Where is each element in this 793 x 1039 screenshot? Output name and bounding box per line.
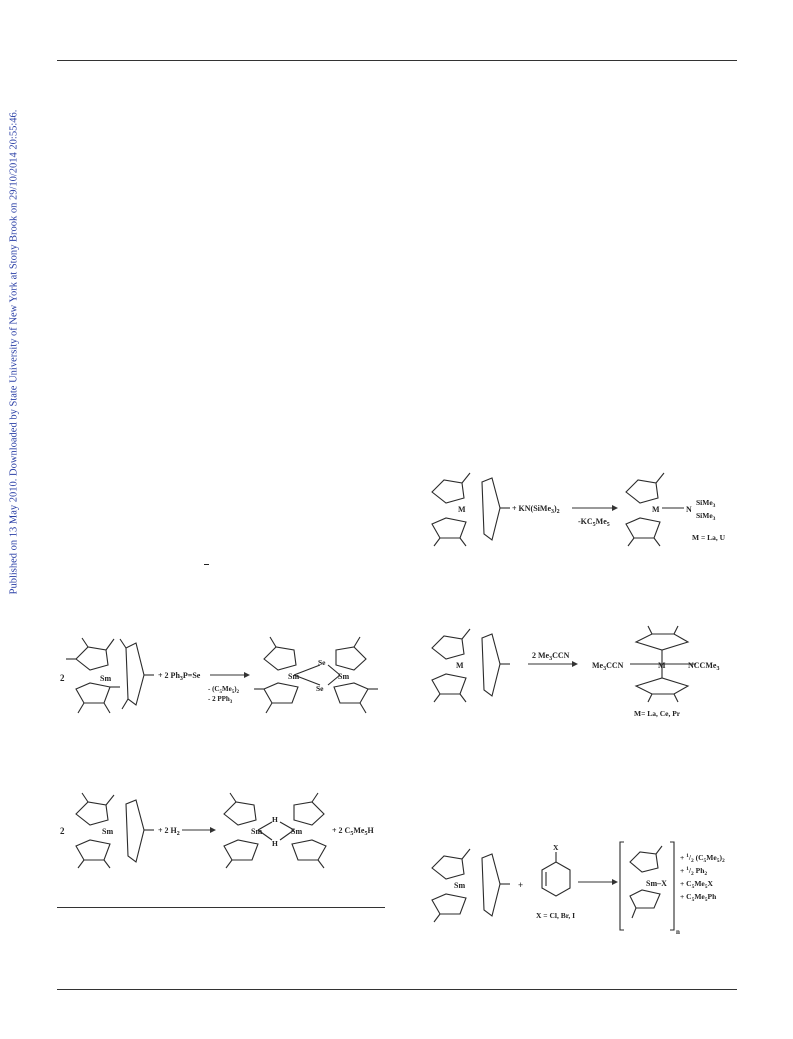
sm-metallocene-reactant [432,849,510,922]
reagent-ph3pse: + 2 $Ph_3P=Se$ [158,671,201,682]
amide-n: N [686,505,692,514]
halide-x: X [553,843,559,852]
right-nitrile-ligand: NCCMe$_3$ [688,661,720,672]
se-bridge-bottom: Se [316,684,324,693]
scheme-amide [412,470,742,550]
product-metal-m: M [652,505,660,514]
footer-rule [57,989,737,990]
sm-label: Sm [102,827,114,836]
metal-m-label: M [458,505,466,514]
header-rule [57,60,737,61]
sm-metallocene-reactant [76,793,154,868]
scheme-hydrogen [58,790,388,870]
byproduct-c5me5h: + 2 $C_5Me_5H$ [332,826,374,837]
metal-m-label: M [456,661,464,670]
reagent-me3ccn: 2 $Me_3CCN$ [532,651,570,662]
metal-note: M = La, U [692,533,726,542]
reagent-kn-sime3: + $KN(SiMe_3)_2$ [512,504,560,515]
h-bridge-bottom: H [272,839,278,848]
byproduct-kc5me5: $-KC_5Me_5$ [578,517,610,528]
polymer-n: n [676,928,680,936]
byproduct-list [680,853,725,903]
byproduct-line: + $C_5Me_5X$ [680,879,713,890]
plus-sign: + [518,880,524,890]
stray-dash [204,564,209,565]
h-bridge-top: H [272,815,278,824]
byproduct-line: + $^1/_2$ $(C_5Me_5)_2$ [680,853,725,864]
sm-label-right: Sm [291,827,303,836]
scheme-nitrile [412,620,742,720]
se-bridge-top: Se [318,658,326,667]
sime3-top: SiMe$_3$ [696,498,716,509]
download-watermark-text: Published on 13 May 2010. Downloaded by State University of New York at Stony Brook on 29/10/2014 20:55:46. [8,109,20,595]
coefficient-2: 2 [60,826,65,836]
byproduct-pph3: - 2 PPh$_3$ [208,695,233,705]
aryl-halide-ring [542,852,570,896]
sm-label: Sm [454,881,466,890]
byproduct-c5me5-dimer: - $(C_5Me_5)_2$ [208,685,240,695]
scheme-selenium [58,625,388,720]
scheme-aryl-halide [412,838,742,948]
metallocene-reactant [432,473,510,546]
metallocene-reactant [432,629,510,702]
coefficient-2: 2 [60,673,65,683]
column-end-rule [57,907,385,908]
metal-note: M= La, Ce, Pr [634,709,681,718]
center-metal-m: M [658,661,666,670]
sm-label-left: Sm [251,827,263,836]
sm-label-right: Sm [338,672,350,681]
left-nitrile-ligand: $Me_3CCN$ [592,661,624,672]
sm-label: Sm [100,674,112,683]
reagent-h2: + 2 $H_2$ [158,826,180,837]
download-watermark [4,92,24,612]
sm-hydride-dimer-product [224,793,326,868]
byproduct-line: + $C_5Me_5Ph$ [680,892,717,903]
sime3-bottom: SiMe$_3$ [696,511,716,522]
sm-se-dimer-product [254,637,378,713]
halide-note: X = Cl, Br, I [536,911,576,920]
sm-label-left: Sm [288,672,300,681]
byproduct-line: + $^1/_2$ $Ph_2$ [680,866,708,877]
product-sm-label: Sm–X [646,879,667,888]
